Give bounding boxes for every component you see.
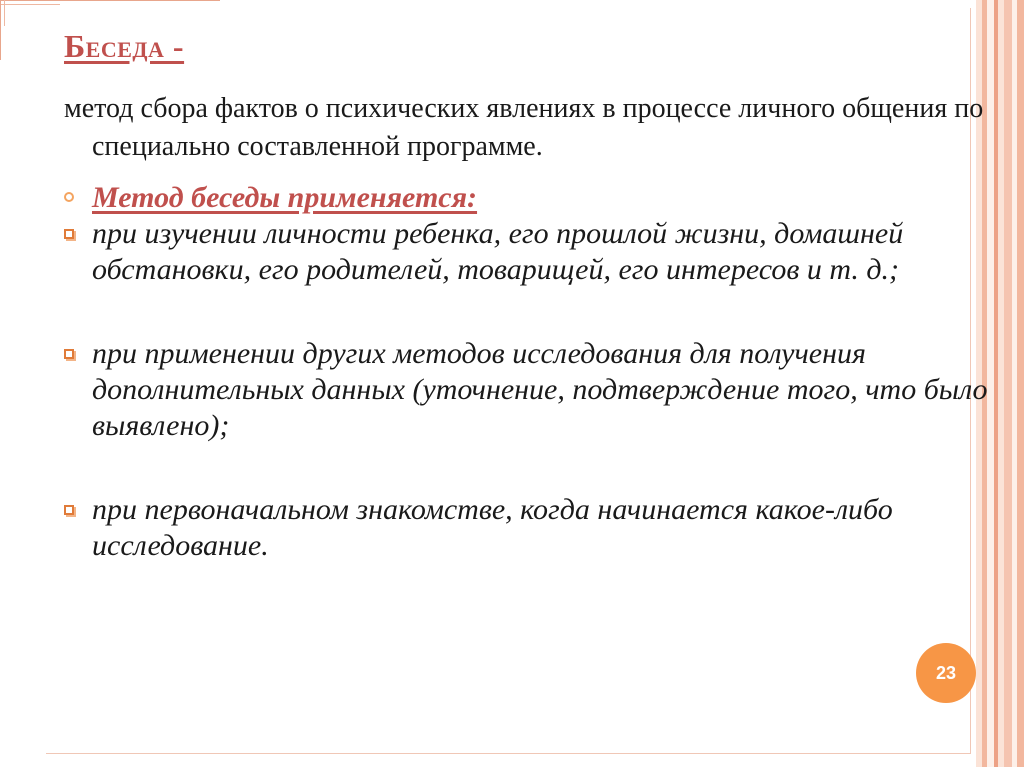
list-item-text: при первоначальном знакомстве, когда начинается какое-либо исследование.	[92, 493, 893, 562]
page-number-badge: 23	[916, 643, 976, 703]
corner-accent-line	[0, 0, 220, 1]
slide-title: Беседа -	[64, 28, 185, 64]
definition-text: метод сбора фактов о психических явлениях в процессе личного общения по специально составленной программе.	[64, 93, 984, 162]
circle-bullet-icon	[64, 192, 74, 202]
square-bullet-icon	[64, 505, 74, 515]
list-item	[64, 492, 1004, 564]
list-item	[64, 216, 1004, 288]
list-item-text: при изучении личности ребенка, его прошлой жизни, домашней обстановки, его родителей, товарищей, его интересов и т. д.;	[92, 217, 904, 286]
list-heading	[64, 180, 1004, 216]
corner-accent-line	[0, 4, 60, 5]
list-item	[64, 336, 1004, 444]
square-bullet-icon	[64, 349, 74, 359]
corner-accent-line	[0, 0, 1, 60]
bullet-list	[64, 180, 1004, 564]
corner-accent-line	[4, 0, 5, 26]
list-heading-text: Метод беседы применяется:	[92, 181, 478, 214]
list-item-text: при применении других методов исследования для получения дополнительных данных (уточнение, подтверждение того, что было выявлено);	[92, 337, 988, 442]
square-bullet-icon	[64, 229, 74, 239]
